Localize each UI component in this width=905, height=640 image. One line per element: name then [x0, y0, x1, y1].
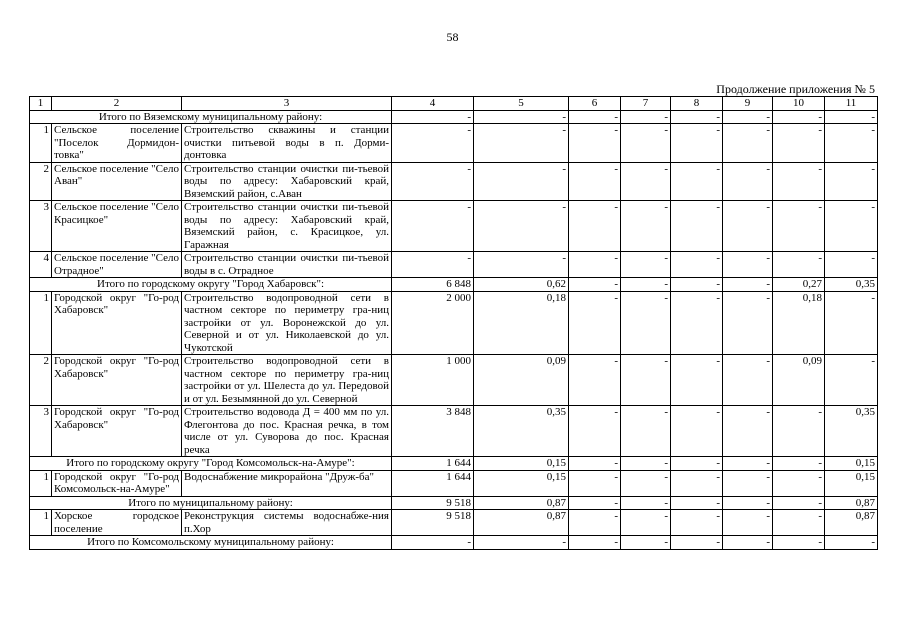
- table-row: [30, 162, 878, 201]
- value-col-7: -: [621, 110, 671, 124]
- value-col-8: -: [671, 162, 723, 201]
- total-label: Итого по городскому округу "Город Комсомольск-на-Амуре":: [30, 457, 392, 471]
- page-number: 58: [446, 30, 459, 44]
- value-col-10: -: [773, 201, 825, 252]
- value-col-5: -: [474, 124, 569, 163]
- table-row: [30, 510, 878, 536]
- project-description: Строительство водопроводной сети в частном секторе по периметру гра-ниц застройки от ул. Воронежской до ул. Северной и от ул. Николаевской до ул. Чукотской: [182, 291, 392, 355]
- value-col-4: 9 518: [392, 496, 474, 510]
- value-col-5: 0,87: [474, 496, 569, 510]
- value-col-5: 0,15: [474, 457, 569, 471]
- value-col-6: -: [569, 470, 621, 496]
- header-row: [30, 97, 878, 111]
- value-col-10: -: [773, 162, 825, 201]
- value-col-6: -: [569, 536, 621, 550]
- value-col-10: -: [773, 510, 825, 536]
- value-col-9: -: [723, 162, 773, 201]
- value-col-5: 0,18: [474, 291, 569, 355]
- value-col-4: 1 000: [392, 355, 474, 406]
- row-number: 4: [30, 252, 52, 278]
- value-col-10: 0,27: [773, 278, 825, 292]
- total-row: [30, 536, 878, 550]
- row-number: 1: [30, 510, 52, 536]
- value-col-6: -: [569, 496, 621, 510]
- header-cell-4: 4: [392, 97, 474, 111]
- value-col-11: -: [825, 252, 878, 278]
- value-col-4: 6 848: [392, 278, 474, 292]
- value-col-10: -: [773, 110, 825, 124]
- value-col-11: -: [825, 110, 878, 124]
- header-cell-9: 9: [723, 97, 773, 111]
- value-col-9: -: [723, 355, 773, 406]
- value-col-8: -: [671, 470, 723, 496]
- table-row: [30, 470, 878, 496]
- header-cell-5: 5: [474, 97, 569, 111]
- header-cell-3: 3: [182, 97, 392, 111]
- value-col-4: -: [392, 536, 474, 550]
- municipality-name: Хорское городское поселение: [52, 510, 182, 536]
- value-col-11: 0,15: [825, 457, 878, 471]
- value-col-8: -: [671, 496, 723, 510]
- value-col-5: -: [474, 252, 569, 278]
- value-col-9: -: [723, 291, 773, 355]
- value-col-10: 0,09: [773, 355, 825, 406]
- value-col-9: -: [723, 510, 773, 536]
- value-col-8: -: [671, 110, 723, 124]
- municipality-name: Сельское поселение "Поселок Дормидон-товка": [52, 124, 182, 163]
- municipality-name: Городской округ "Го-род Комсомольск-на-Амуре": [52, 470, 182, 496]
- value-col-4: 2 000: [392, 291, 474, 355]
- table-row: [30, 252, 878, 278]
- value-col-11: -: [825, 124, 878, 163]
- value-col-5: 0,09: [474, 355, 569, 406]
- value-col-11: 0,35: [825, 278, 878, 292]
- table-row: [30, 124, 878, 163]
- municipality-name: Сельское поселение "Село Аван": [52, 162, 182, 201]
- value-col-7: -: [621, 510, 671, 536]
- municipality-name: Сельское поселение "Село Отрадное": [52, 252, 182, 278]
- project-description: Строительство водовода Д = 400 мм по ул. Флегонтова до пос. Красная речка, в том числе от ул. Суворова до пос. Красная речка: [182, 406, 392, 457]
- project-description: Строительство станции очистки пи-тьевой воды по адресу: Хабаровский край, Вяземский район, с.Аван: [182, 162, 392, 201]
- header-cell-10: 10: [773, 97, 825, 111]
- value-col-11: 0,87: [825, 510, 878, 536]
- row-number: 1: [30, 291, 52, 355]
- value-col-8: -: [671, 278, 723, 292]
- value-col-7: -: [621, 162, 671, 201]
- value-col-7: -: [621, 457, 671, 471]
- total-row: [30, 457, 878, 471]
- value-col-7: -: [621, 536, 671, 550]
- value-col-5: 0,15: [474, 470, 569, 496]
- value-col-9: -: [723, 457, 773, 471]
- appendix-table: [29, 96, 878, 550]
- value-col-9: -: [723, 496, 773, 510]
- value-col-4: -: [392, 252, 474, 278]
- project-description: Реконструкция системы водоснабже-ния п.Хор: [182, 510, 392, 536]
- total-row: [30, 110, 878, 124]
- value-col-10: -: [773, 124, 825, 163]
- total-label: Итого по муниципальному району:: [30, 496, 392, 510]
- project-description: Строительство скважины и станции очистки питьевой воды в п. Дорми-донтовка: [182, 124, 392, 163]
- value-col-8: -: [671, 124, 723, 163]
- value-col-10: 0,18: [773, 291, 825, 355]
- total-row: [30, 278, 878, 292]
- value-col-6: -: [569, 162, 621, 201]
- value-col-8: -: [671, 406, 723, 457]
- value-col-6: -: [569, 110, 621, 124]
- value-col-6: -: [569, 124, 621, 163]
- total-label: Итого по городскому округу "Город Хабаровск":: [30, 278, 392, 292]
- value-col-6: -: [569, 278, 621, 292]
- header-cell-6: 6: [569, 97, 621, 111]
- value-col-4: -: [392, 201, 474, 252]
- value-col-9: -: [723, 252, 773, 278]
- header-cell-2: 2: [52, 97, 182, 111]
- value-col-6: -: [569, 457, 621, 471]
- row-number: 2: [30, 162, 52, 201]
- municipality-name: Городской округ "Го-род Хабаровск": [52, 291, 182, 355]
- value-col-9: -: [723, 124, 773, 163]
- value-col-5: 0,62: [474, 278, 569, 292]
- value-col-11: -: [825, 355, 878, 406]
- value-col-9: -: [723, 470, 773, 496]
- table-body: [30, 110, 878, 549]
- value-col-6: -: [569, 201, 621, 252]
- value-col-7: -: [621, 201, 671, 252]
- total-label: Итого по Комсомольскому муниципальному району:: [30, 536, 392, 550]
- table-row: [30, 291, 878, 355]
- continuation-label: Продолжение приложения № 5: [716, 82, 875, 96]
- table-row: [30, 201, 878, 252]
- row-number: 1: [30, 124, 52, 163]
- value-col-7: -: [621, 278, 671, 292]
- header-cell-7: 7: [621, 97, 671, 111]
- value-col-11: -: [825, 291, 878, 355]
- value-col-9: -: [723, 536, 773, 550]
- value-col-5: 0,87: [474, 510, 569, 536]
- value-col-4: 1 644: [392, 457, 474, 471]
- value-col-6: -: [569, 291, 621, 355]
- value-col-8: -: [671, 355, 723, 406]
- project-description: Строительство станции очистки пи-тьевой воды по адресу: Хабаровский край, Вяземский район, с. Красицкое, ул. Гаражная: [182, 201, 392, 252]
- value-col-5: -: [474, 162, 569, 201]
- value-col-6: -: [569, 252, 621, 278]
- value-col-8: -: [671, 510, 723, 536]
- value-col-11: 0,35: [825, 406, 878, 457]
- value-col-5: 0,35: [474, 406, 569, 457]
- value-col-6: -: [569, 406, 621, 457]
- value-col-7: -: [621, 355, 671, 406]
- value-col-4: -: [392, 110, 474, 124]
- value-col-4: 3 848: [392, 406, 474, 457]
- value-col-8: -: [671, 536, 723, 550]
- value-col-10: -: [773, 470, 825, 496]
- value-col-4: 1 644: [392, 470, 474, 496]
- header-cell-11: 11: [825, 97, 878, 111]
- header-cell-1: 1: [30, 97, 52, 111]
- row-number: 2: [30, 355, 52, 406]
- value-col-9: -: [723, 110, 773, 124]
- value-col-11: -: [825, 162, 878, 201]
- value-col-6: -: [569, 355, 621, 406]
- value-col-10: -: [773, 536, 825, 550]
- value-col-9: -: [723, 406, 773, 457]
- value-col-5: -: [474, 110, 569, 124]
- value-col-4: -: [392, 162, 474, 201]
- value-col-10: -: [773, 496, 825, 510]
- value-col-6: -: [569, 510, 621, 536]
- value-col-4: 9 518: [392, 510, 474, 536]
- value-col-4: -: [392, 124, 474, 163]
- value-col-7: -: [621, 496, 671, 510]
- value-col-7: -: [621, 124, 671, 163]
- value-col-9: -: [723, 278, 773, 292]
- municipality-name: Городской округ "Го-род Хабаровск": [52, 355, 182, 406]
- value-col-10: -: [773, 457, 825, 471]
- municipality-name: Сельское поселение "Село Красицкое": [52, 201, 182, 252]
- table-row: [30, 355, 878, 406]
- row-number: 3: [30, 406, 52, 457]
- project-description: Строительство водопроводной сети в частном секторе по периметру гра-ниц застройки от ул. Шелеста до ул. Передовой и от ул. Безымянной до ул. Северной: [182, 355, 392, 406]
- header-cell-8: 8: [671, 97, 723, 111]
- value-col-5: -: [474, 536, 569, 550]
- total-label: Итого по Вяземскому муниципальному району:: [30, 110, 392, 124]
- value-col-7: -: [621, 252, 671, 278]
- value-col-7: -: [621, 291, 671, 355]
- value-col-8: -: [671, 201, 723, 252]
- value-col-7: -: [621, 470, 671, 496]
- municipality-name: Городской округ "Го-род Хабаровск": [52, 406, 182, 457]
- total-row: [30, 496, 878, 510]
- row-number: 3: [30, 201, 52, 252]
- value-col-11: 0,15: [825, 470, 878, 496]
- value-col-10: -: [773, 252, 825, 278]
- value-col-7: -: [621, 406, 671, 457]
- value-col-8: -: [671, 457, 723, 471]
- value-col-11: 0,87: [825, 496, 878, 510]
- value-col-8: -: [671, 252, 723, 278]
- project-description: Строительство станции очистки пи-тьевой воды в с. Отрадное: [182, 252, 392, 278]
- value-col-10: -: [773, 406, 825, 457]
- value-col-5: -: [474, 201, 569, 252]
- value-col-9: -: [723, 201, 773, 252]
- value-col-11: -: [825, 201, 878, 252]
- value-col-11: -: [825, 536, 878, 550]
- value-col-8: -: [671, 291, 723, 355]
- table-row: [30, 406, 878, 457]
- project-description: Водоснабжение микрорайона "Друж-ба": [182, 470, 392, 496]
- row-number: 1: [30, 470, 52, 496]
